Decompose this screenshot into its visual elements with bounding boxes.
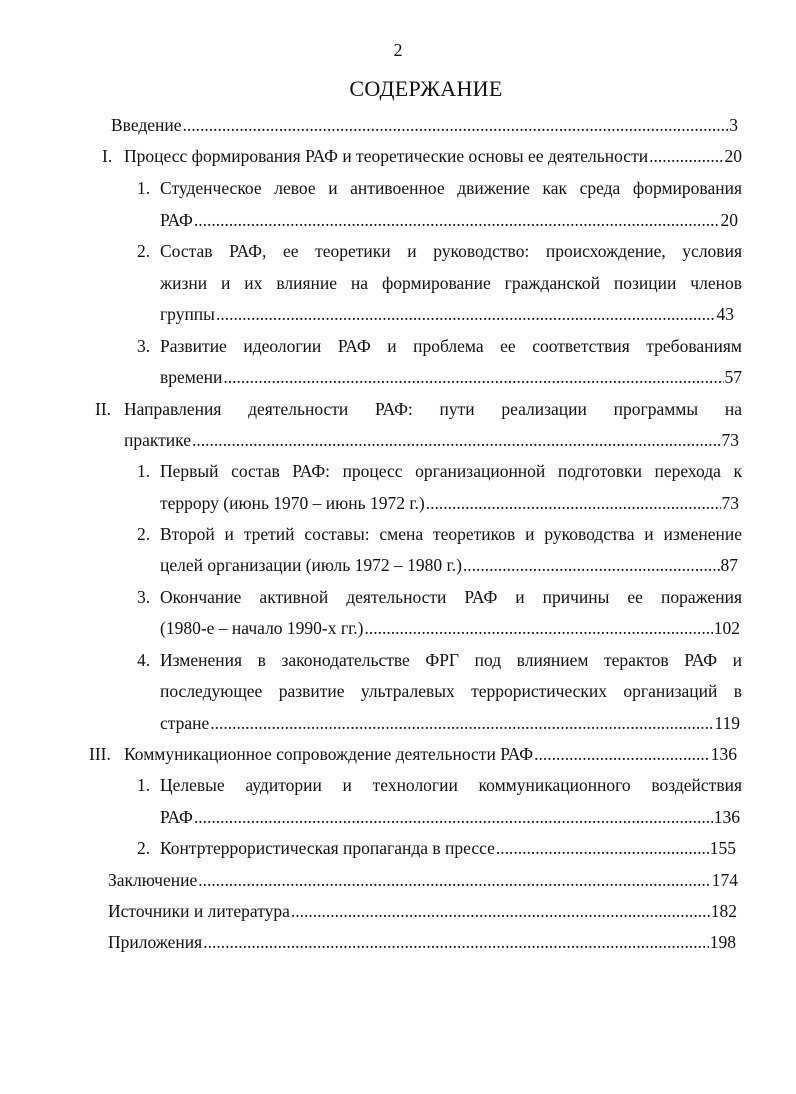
toc-page-number: 182 <box>710 901 737 921</box>
section-number: 2. <box>137 241 151 261</box>
toc-entry-section-1-1[interactable] <box>160 209 738 231</box>
leader-dots <box>210 712 713 734</box>
toc-entry-section-1-2[interactable] <box>160 303 734 325</box>
toc-page-number: 43 <box>716 304 734 324</box>
toc-entry-label: Приложения <box>108 932 203 952</box>
section-number: 1. <box>137 461 151 481</box>
section-number: 2. <box>137 524 151 544</box>
toc-page-number: 198 <box>709 932 736 952</box>
toc-entry-section-3-1[interactable] <box>160 806 740 828</box>
section-number: 3. <box>137 587 151 607</box>
toc-page-number: 73 <box>721 493 739 513</box>
leader-dots <box>216 303 716 325</box>
toc-page-number: 20 <box>720 210 738 230</box>
toc-page-number: 20 <box>724 146 742 166</box>
leader-dots <box>223 366 723 388</box>
toc-page-number: 87 <box>720 555 738 575</box>
toc-entry-label: (1980-е – начало 1990-х гг.) <box>160 618 364 638</box>
leader-dots <box>426 492 721 514</box>
toc-entry-label: стране <box>160 713 210 733</box>
leader-dots <box>198 869 711 891</box>
toc-entry-label: Введение <box>111 115 182 135</box>
section-number: 1. <box>137 775 151 795</box>
leader-dots <box>194 806 713 828</box>
chapter-number: II. <box>95 399 112 419</box>
toc-entry-label: Контртеррористическая пропаганда в прессе <box>160 838 495 858</box>
toc-entry-chapter-3[interactable] <box>124 743 737 765</box>
leader-dots <box>194 209 720 231</box>
toc-entry-text[interactable]: Состав РАФ, ее теоретики и руководство: происхождение, условия <box>160 241 742 261</box>
toc-entry-section-2-2[interactable] <box>160 554 738 576</box>
toc-page-number: 136 <box>713 807 740 827</box>
toc-entry-section-2-1[interactable] <box>160 492 739 514</box>
toc-entry-label: целей организации (июль 1972 – 1980 г.) <box>160 555 462 575</box>
toc-entry-label: террору (июнь 1970 – июнь 1972 г.) <box>160 493 425 513</box>
toc-entry-text[interactable]: Развитие идеологии РАФ и проблема ее соответствия требованиям <box>160 336 742 356</box>
leader-dots <box>496 837 709 859</box>
toc-page-number: 73 <box>721 430 739 450</box>
section-number: 3. <box>137 336 151 356</box>
toc-entry-section-2-3[interactable] <box>160 617 740 639</box>
toc-entry-label: времени <box>160 367 223 387</box>
toc-entry-text[interactable]: Второй и третий составы: смена теоретиков и руководства и изменение <box>160 524 742 544</box>
toc-page-number: 3 <box>729 115 738 135</box>
page-title: СОДЕРЖАНИЕ <box>349 76 503 101</box>
toc-entry-label: Коммуникационное сопровождение деятельности РАФ <box>124 744 534 764</box>
page-number: 2 <box>393 40 403 60</box>
leader-dots <box>649 145 723 167</box>
toc-entry-text[interactable]: Изменения в законодательстве ФРГ под влиянием терактов РАФ и <box>160 650 742 670</box>
toc-entry-label: группы <box>160 304 215 324</box>
section-number: 1. <box>137 178 151 198</box>
toc-entry-label: РАФ <box>160 210 193 230</box>
toc-page-number: 119 <box>714 713 740 733</box>
toc-entry-text[interactable]: Окончание активной деятельности РАФ и причины ее поражения <box>160 587 742 607</box>
toc-entry-section-1-3[interactable] <box>160 366 742 388</box>
toc-entry-label: Заключение <box>108 870 198 890</box>
toc-entry-conclusion[interactable] <box>108 869 738 891</box>
section-number: 4. <box>137 650 151 670</box>
toc-entry-appendix[interactable] <box>108 931 736 953</box>
toc-entry-text[interactable]: Направления деятельности РАФ: пути реализации программы на <box>124 399 742 419</box>
toc-page-number: 102 <box>713 618 740 638</box>
leader-dots <box>203 931 709 953</box>
toc-entry-label: Процесс формирования РАФ и теоретические основы ее деятельности <box>124 146 649 166</box>
toc-entry-chapter-2[interactable] <box>124 429 739 451</box>
toc-page-number: 136 <box>710 744 737 764</box>
toc-entry-text[interactable]: последующее развитие ультралевых террористических организаций в <box>160 681 742 701</box>
toc-entry-text[interactable]: Студенческое левое и антивоенное движение как среда формирования <box>160 178 742 198</box>
toc-page-number: 57 <box>724 367 742 387</box>
leader-dots <box>291 900 710 922</box>
leader-dots <box>192 429 720 451</box>
toc-entry-text[interactable]: жизни и их влияние на формирование гражданской позиции членов <box>160 273 742 293</box>
toc-entry-section-3-2[interactable] <box>160 837 736 859</box>
toc-page-number: 174 <box>711 870 738 890</box>
toc-entry-sources[interactable] <box>108 900 737 922</box>
chapter-number: I. <box>102 146 113 166</box>
toc-entry-section-2-4[interactable] <box>160 712 740 734</box>
toc-page-number: 155 <box>709 838 736 858</box>
chapter-number: III. <box>89 744 111 764</box>
toc-entry-label: практике <box>124 430 192 450</box>
leader-dots <box>364 617 712 639</box>
toc-entry-intro[interactable] <box>111 114 738 136</box>
toc-entry-label: Источники и литература <box>108 901 290 921</box>
leader-dots <box>463 554 720 576</box>
toc-entry-text[interactable]: Целевые аудитории и технологии коммуникационного воздействия <box>160 775 742 795</box>
leader-dots <box>183 114 729 136</box>
section-number: 2. <box>137 838 151 858</box>
toc-entry-chapter-1[interactable] <box>124 145 742 167</box>
leader-dots <box>534 743 710 765</box>
toc-entry-text[interactable]: Первый состав РАФ: процесс организационной подготовки перехода к <box>160 461 742 481</box>
toc-entry-label: РАФ <box>160 807 193 827</box>
